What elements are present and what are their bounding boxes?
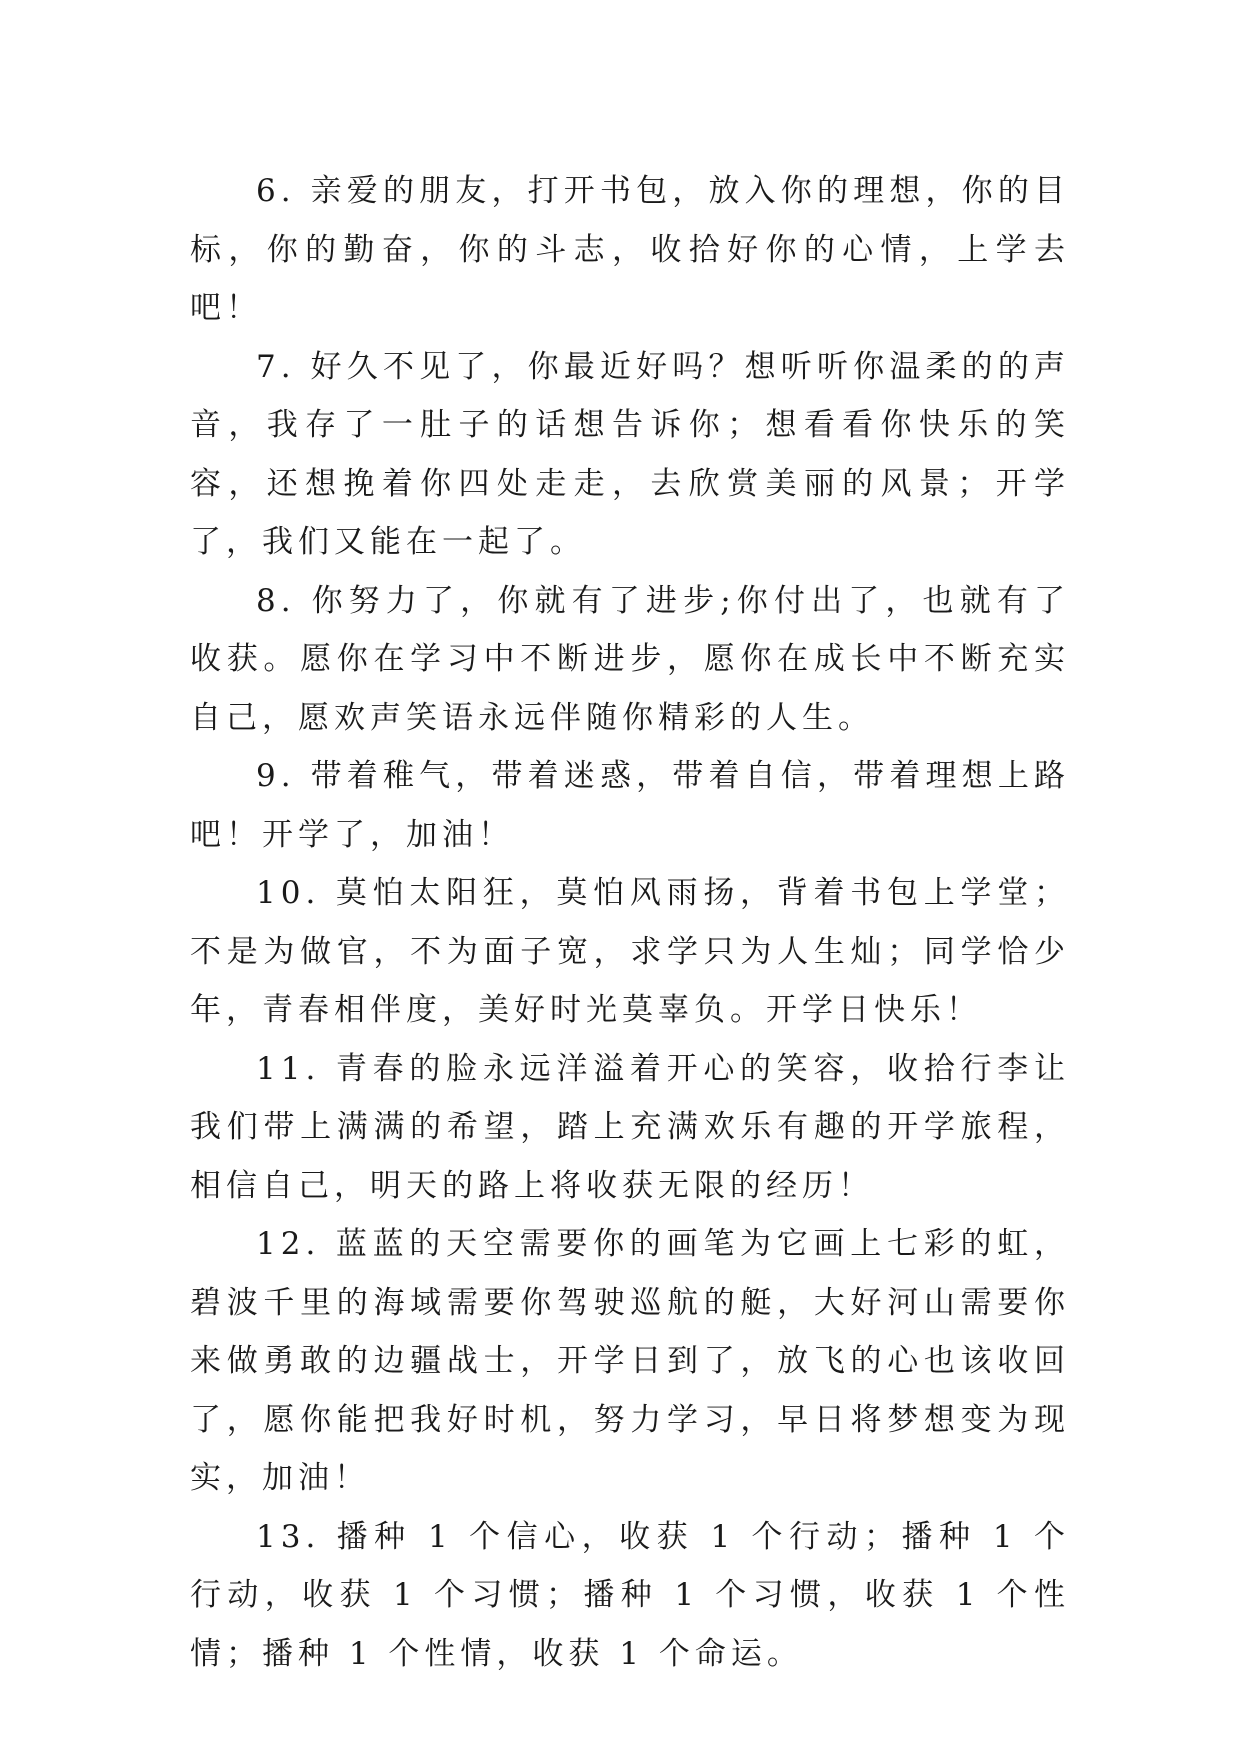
paragraph-item-12: 12. 蓝蓝的天空需要你的画笔为它画上七彩的虹，碧波千里的海域需要你驾驶巡航的艇，大好河山需要你来做勇敢的边疆战士，开学日到了，放飞的心也该收回了，愿你能把我好时机，努力学习，早日将梦想变为现实，加油！ — [190, 1226, 1070, 1496]
document-body — [190, 162, 1070, 1683]
paragraph-item-10: 10. 莫怕太阳狂，莫怕风雨扬，背着书包上学堂；不是为做官，不为面子宽，求学只为人生灿；同学恰少年，青春相伴度，美好时光莫辜负。开学日快乐！ — [190, 875, 1070, 1028]
paragraph-item-9: 9. 带着稚气，带着迷惑，带着自信，带着理想上路吧！开学了，加油！ — [190, 758, 1070, 853]
paragraph-item-7: 7. 好久不见了，你最近好吗？想听听你温柔的的声音，我存了一肚子的话想告诉你；想看看你快乐的笑容，还想挽着你四处走走，去欣赏美丽的风景；开学了，我们又能在一起了。 — [190, 348, 1070, 560]
paragraph-item-13: 13. 播种 1 个信心，收获 1 个行动；播种 1 个行动，收获 1 个习惯；播种 1 个习惯，收获 1 个性情；播种 1 个性情，收获 1 个命运。 — [190, 1518, 1070, 1672]
paragraph-item-8: 8. 你努力了，你就有了进步;你付出了，也就有了收获。愿你在学习中不断进步，愿你在成长中不断充实自己，愿欢声笑语永远伴随你精彩的人生。 — [190, 582, 1070, 736]
paragraph-item-11: 11. 青春的脸永远洋溢着开心的笑容，收拾行李让我们带上满满的希望，踏上充满欢乐有趣的开学旅程，相信自己，明天的路上将收获无限的经历！ — [190, 1050, 1070, 1204]
paragraph-item-6: 6. 亲爱的朋友，打开书包，放入你的理想，你的目标，你的勤奋，你的斗志，收拾好你的心情，上学去吧！ — [190, 173, 1070, 326]
